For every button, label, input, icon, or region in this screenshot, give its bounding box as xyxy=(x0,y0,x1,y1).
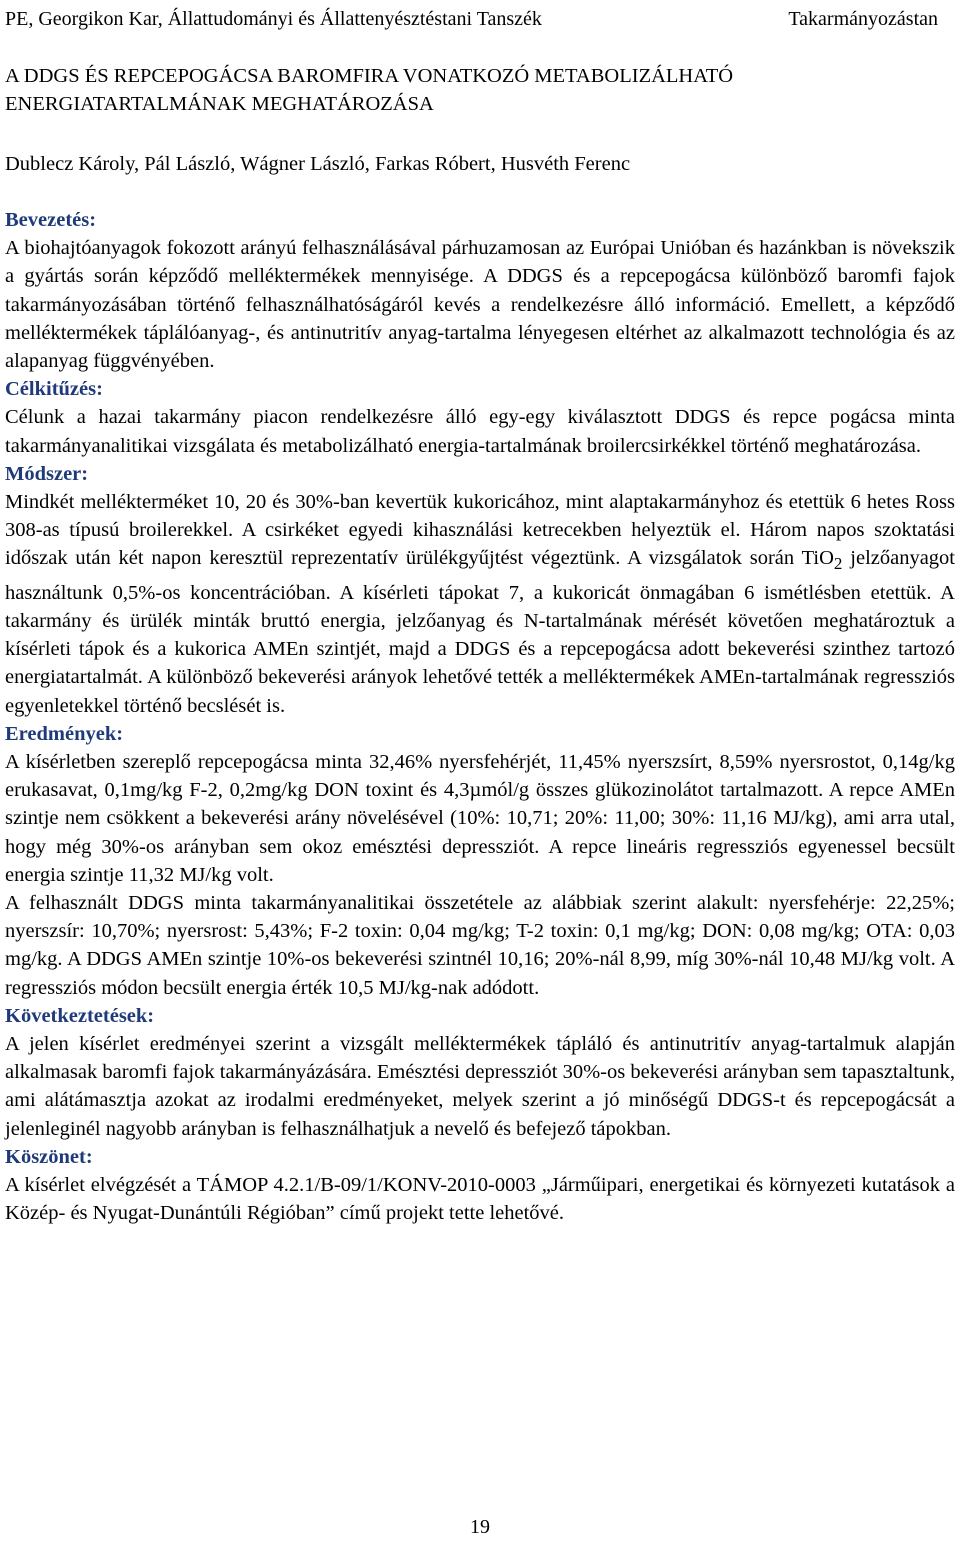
paragraph-acknowledgement: A kísérlet elvégzését a TÁMOP 4.2.1/B-09/1/KONV-2010-0003 „Járműipari, energetikai és környezeti kutatások a Közép- és Nyugat-Dunántúli Régióban” című projekt tette lehetővé. xyxy=(5,1174,955,1225)
title-line-2: ENERGIATARTALMÁNAK MEGHATÁROZÁSA xyxy=(5,93,434,115)
running-header xyxy=(5,6,938,32)
paragraph-method xyxy=(5,488,955,720)
paragraph-results-rapeseed: A kísérletben szereplő repcepogácsa minta 32,46% nyersfehérjét, 11,45% nyerszsírt, 8,59% nyersrostot, 0,14g/kg erukasavat, 0,1mg/kg F-2, 0,2mg/kg DON toxint és 4,3µmól/g összes glükozinolátot tartalmazott. A repce AMEn szintje nem csökkent a bekeverési arány növelésével (10%: 10,71; 20%: 11,00; 30%: 11,16 MJ/kg), ami arra utal, hogy még 30%-os arányban sem okoz emésztési depressziót. A repce lineáris regressziós egyenessel becsült energia szintje 11,32 MJ/kg volt. xyxy=(5,750,955,886)
heading-results: Eredmények: xyxy=(5,722,124,745)
author-list: Dublecz Károly, Pál László, Wágner László, Farkas Róbert, Husvéth Ferenc xyxy=(5,153,631,175)
paragraph-aim: Célunk a hazai takarmány piacon rendelkezésre álló egy-egy kiválasztott DDGS és repce pogácsa minta takarmányanalitikai vizsgálata és metabolizálható energia-tartalmának broilercsirkékkel történő meghatározása. xyxy=(5,406,955,457)
header-course: Takarmányozástan xyxy=(788,8,938,30)
paragraph-conclusions: A jelen kísérlet eredményei szerint a vizsgált melléktermékek tápláló és antinutritív anyag-tartalmuk alapján alkalmasak baromfi fajok takarmányázására. Emésztési depressziót 30%-os bekeverési arányban sem tapasztaltunk, ami alátámasztja azokat az irodalmi eredményeket, melyek szerint a jó minőségű DDGS-t és repcepogácsát a jelenleginél nagyobb arányban is felhasználhatjuk a nevelő és befejező tápokban. xyxy=(5,1032,955,1140)
method-text-after: jelzőanyagot használtunk 0,5%-os koncentrációban. A kísérleti tápokat 7, a kukoricát önmagában 6 ismétlésben etettük. A takarmány és ürülék minták bruttó energia, jelzőanyag és N-tartalmának mérését követően meghatároztuk a kísérleti tápok és a kukorica AMEn szintjét, majd a DDGS és a repcepogácsa adott bekeverési szinthez tartozó energiatartalmát. A különböző bekeverési arányok lehetővé tették a melléktermékek AMEn-tartalmának regressziós egyenletekkel történő becslését is. xyxy=(5,547,956,717)
title-line-1: A DDGS ÉS REPCEPOGÁCSA BAROMFIRA VONATKOZÓ METABOLIZÁLHATÓ xyxy=(5,65,734,87)
method-text-before: Mindkét mellékterméket 10, 20 és 30%-ban kevertük kukoricához, mint alaptakarmányhoz és etettük 6 hetes Ross 308-as típusú broilerekkel. A csirkéket egyedi kihasználási ketrecekben helyeztük el. Három napos szoktatási időszak után két napon keresztül reprezentatív ürülékgyűjtést végeztünk. A vizsgálatok során TiO xyxy=(5,491,955,570)
header-department: PE, Georgikon Kar, Állattudományi és Állattenyésztéstani Tanszék xyxy=(5,8,542,30)
paper-title xyxy=(5,62,940,118)
heading-conclusions: Következtetések: xyxy=(5,1004,155,1027)
tio2-subscript: 2 xyxy=(833,554,843,574)
page-number: 19 xyxy=(470,1516,490,1538)
paragraph-results-ddgs: A felhasznált DDGS minta takarmányanalitikai összetétele az alábbiak szerint alakult: nyersfehérje: 22,25%; nyerszsír: 10,70%; nyersrost: 5,43%; F-2 toxin: 0,04 mg/kg; T-2 toxin: 0,1 mg/kg; DON: 0,08 mg/kg; OTA: 0,03 mg/kg. A DDGS AMEn szintje 10%-os bekeverési szintnél 10,16; 20%-nál 8,99, míg 30%-nál 10,48 MJ/kg volt. A regressziós módon becsült energia érték 10,5 MJ/kg-nak adódott. xyxy=(5,891,955,999)
heading-introduction: Bevezetés: xyxy=(5,209,97,231)
heading-aim: Célkitűzés: xyxy=(5,378,103,401)
heading-method: Módszer: xyxy=(5,462,89,485)
paragraph-introduction: A biohajtóanyagok fokozott arányú felhasználásával párhuzamosan az Európai Unióban és hazánkban is növekszik a gyártás során képződő melléktermékek mennyisége. A DDGS és a repcepogácsa különböző baromfi fajok takarmányozásában történő felhasználhatóságáról kevés a rendelkezésre álló információ. Emellett, a képződő melléktermékek táplálóanyag-, és antinutritív anyag-tartalma lényegesen eltérhet az alkalmazott technológia és az alapanyag függvényében. xyxy=(5,237,955,373)
paper-body xyxy=(5,206,955,1227)
heading-acknowledgement: Köszönet: xyxy=(5,1145,93,1168)
